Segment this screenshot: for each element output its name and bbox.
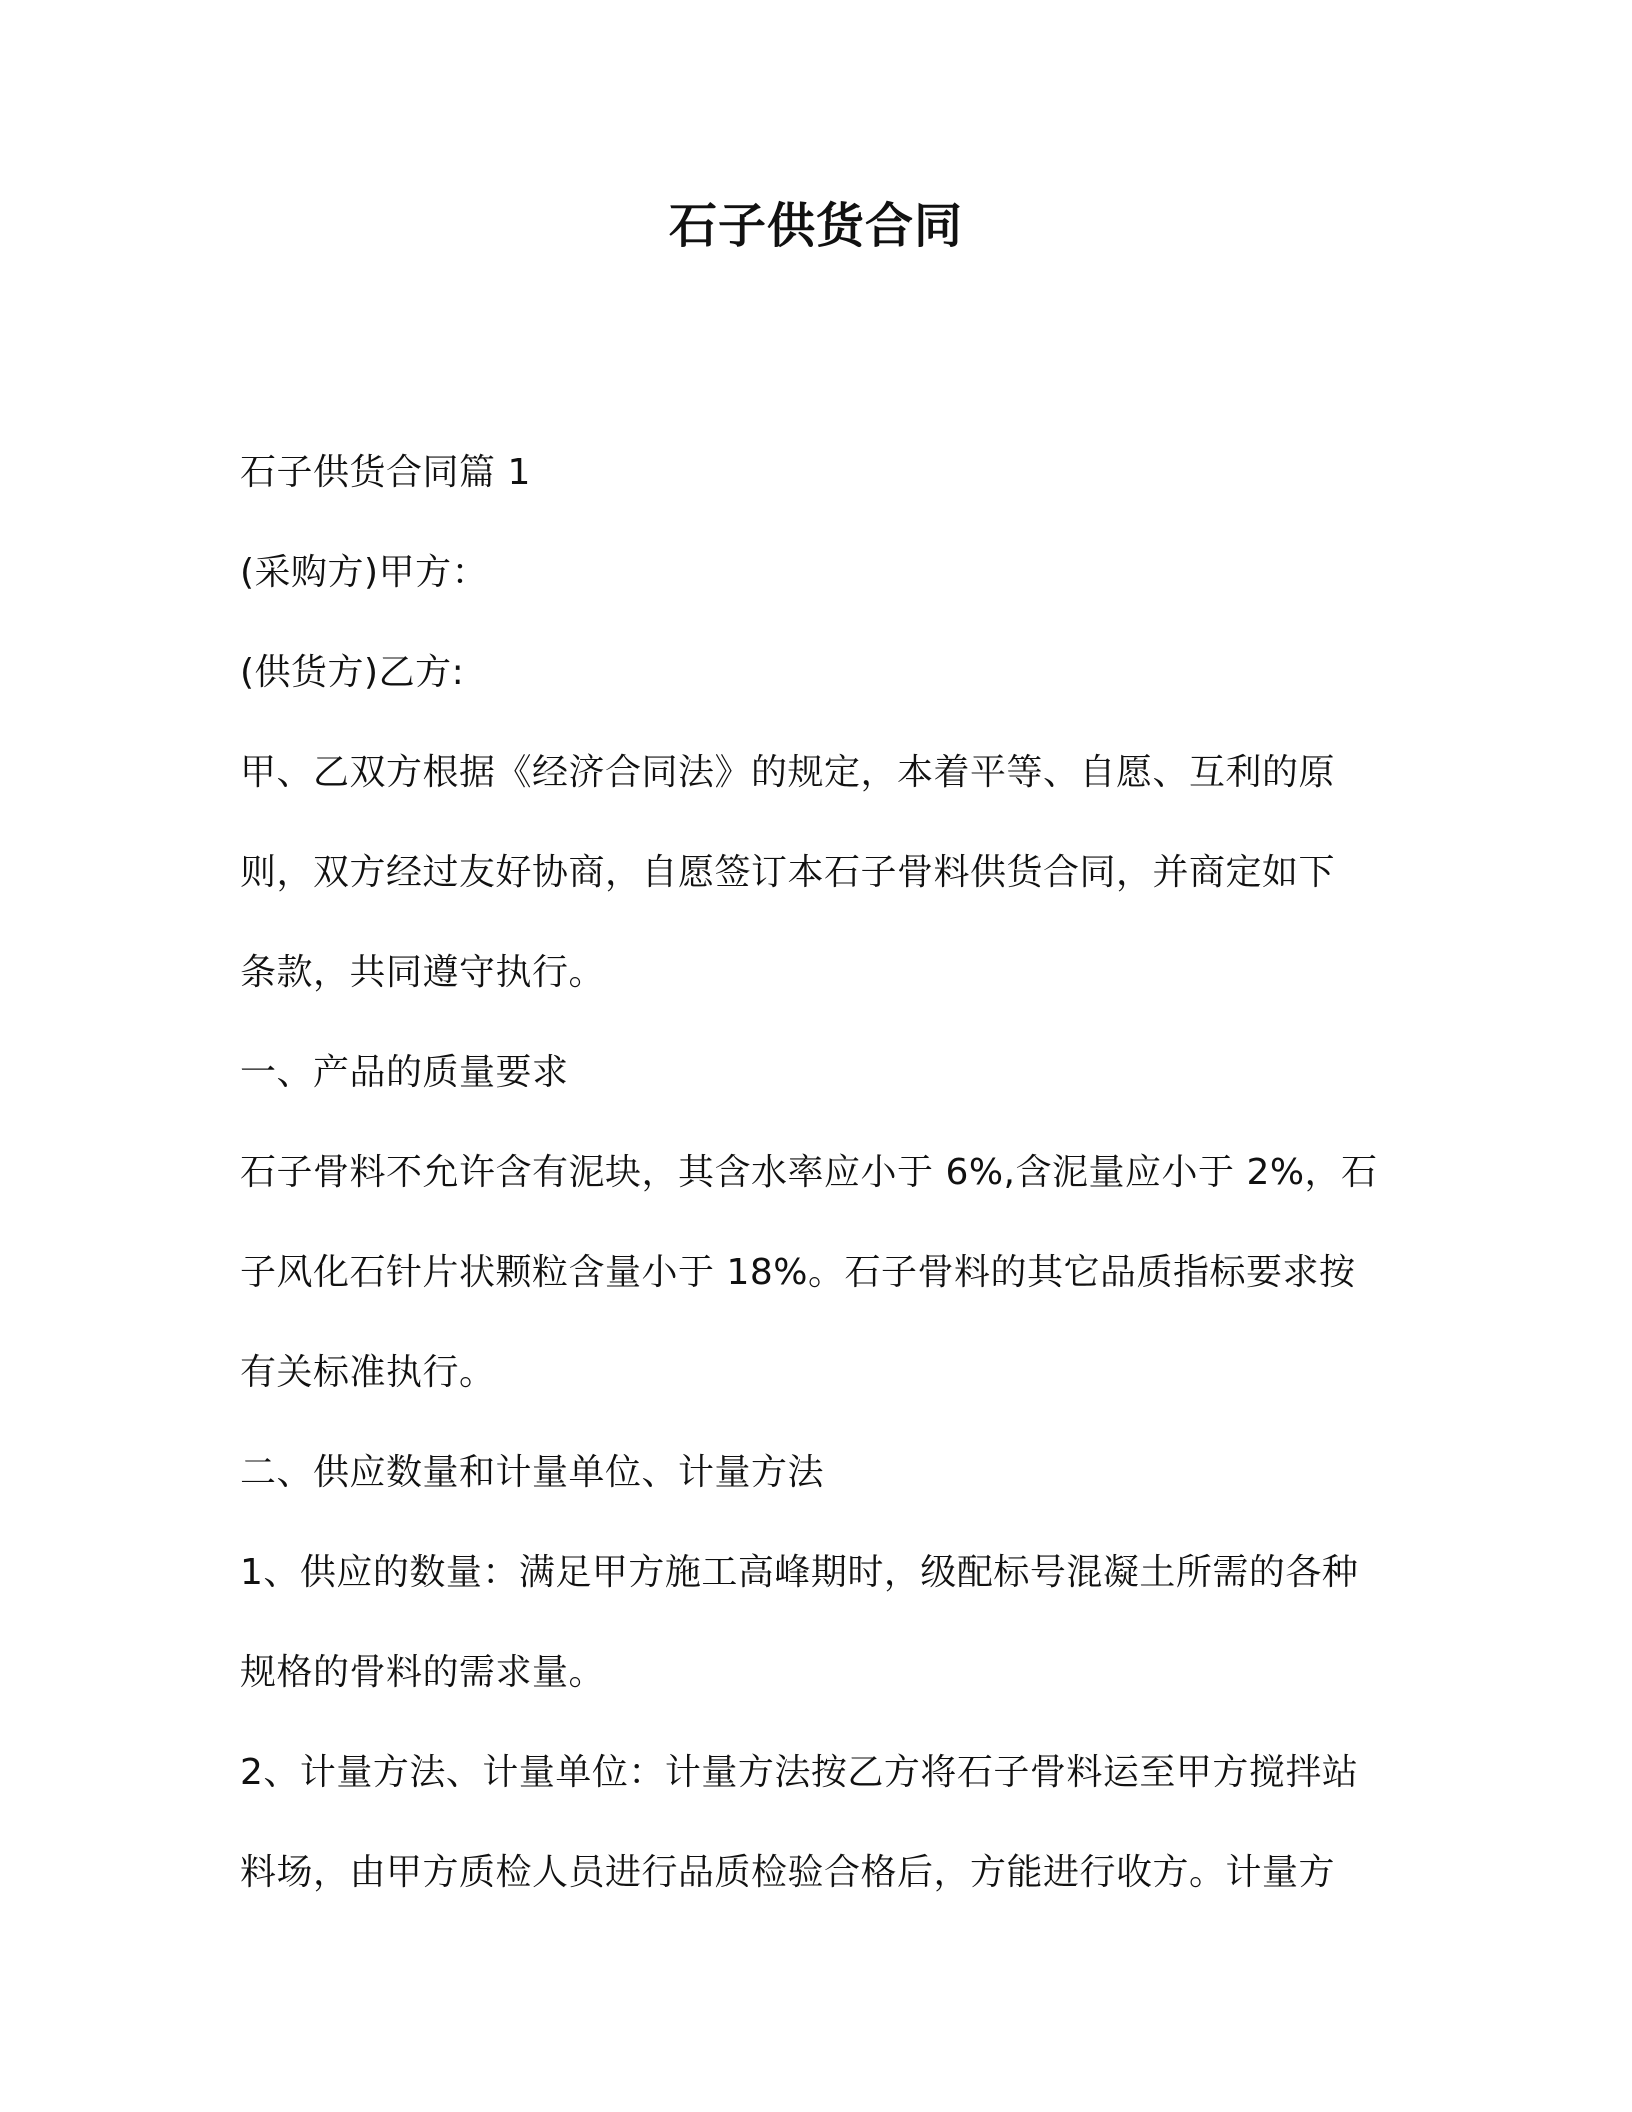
document-title: 石子供货合同: [668, 198, 963, 254]
party-b-line: (供货方)乙方:: [240, 652, 465, 693]
paragraph-line: 子风化石针片状颗粒含量小于 18%。石子骨料的其它品质指标要求按: [240, 1252, 1356, 1293]
paragraph-line: 1、供应的数量：满足甲方施工高峰期时，级配标号混凝土所需的各种: [240, 1552, 1359, 1593]
party-a-line: (采购方)甲方：: [240, 552, 489, 593]
paragraph-line: 有关标准执行。: [240, 1352, 496, 1393]
paragraph-line: 规格的骨料的需求量。: [240, 1652, 606, 1693]
document-body: [240, 423, 1400, 1923]
paragraph-line: 甲、乙双方根据《经济合同法》的规定，本着平等、自愿、互利的原: [240, 752, 1336, 793]
paragraph-line: 石子骨料不允许含有泥块，其含水率应小于 6%,含泥量应小于 2%，石: [240, 1152, 1378, 1193]
section-heading: 一、产品的质量要求: [240, 1052, 569, 1093]
heading-part-1: 石子供货合同篇 1: [240, 452, 531, 493]
paragraph-line: 条款，共同遵守执行。: [240, 952, 606, 993]
paragraph-line: 料场，由甲方质检人员进行品质检验合格后，方能进行收方。计量方: [240, 1852, 1336, 1893]
paragraph-line: 则，双方经过友好协商，自愿签订本石子骨料供货合同，并商定如下: [240, 852, 1336, 893]
paragraph-line: 2、计量方法、计量单位：计量方法按乙方将石子骨料运至甲方搅拌站: [240, 1752, 1359, 1793]
section-heading: 二、供应数量和计量单位、计量方法: [240, 1452, 825, 1493]
